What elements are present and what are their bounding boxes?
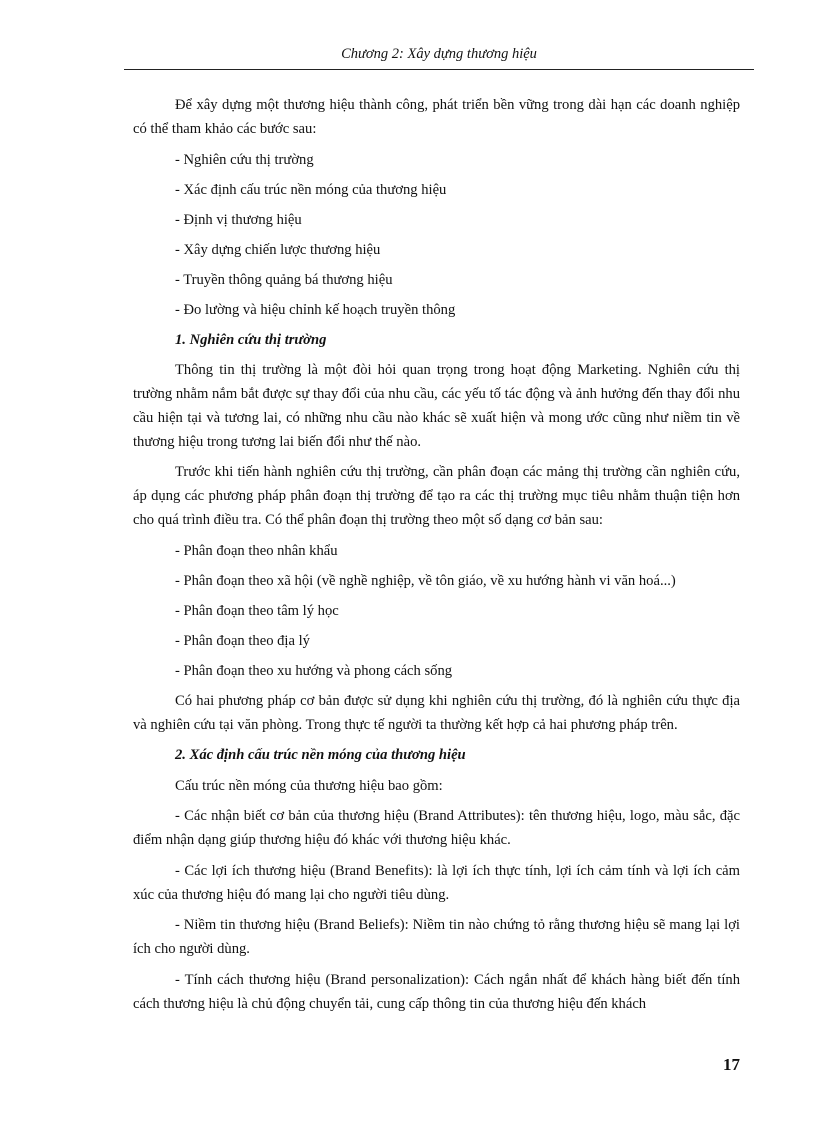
step-item-6: - Đo lường và hiệu chỉnh kế hoạch truyền thông — [175, 301, 456, 318]
segment-item-3: - Phân đoạn theo tâm lý học — [175, 602, 339, 619]
section-1-paragraph-3: Có hai phương pháp cơ bản được sử dụng khi nghiên cứu thị trường, đó là nghiên cứu thực địa và nghiên cứu tại văn phòng. Trong thực tế người ta thường kết hợp cả hai phương pháp trên. — [133, 692, 740, 733]
structure-item-2: - Các lợi ích thương hiệu (Brand Benefits): là lợi ích thực tính, lợi ích cảm tính và lợi ích cảm xúc của thương hiệu đó mang lại cho người tiêu dùng. — [133, 862, 740, 903]
structure-item-1: - Các nhận biết cơ bản của thương hiệu (Brand Attributes): tên thương hiệu, logo, màu sắc, đặc điểm nhận dạng giúp thương hiệu đó khác với thương hiệu khác. — [133, 808, 740, 848]
step-item-5: - Truyền thông quảng bá thương hiệu — [175, 271, 393, 288]
intro-paragraph: Để xây dựng một thương hiệu thành công, phát triển bền vững trong dài hạn các doanh nghiệp có thể tham khảo các bước sau: — [133, 97, 740, 137]
section-1-paragraph-2: Trước khi tiến hành nghiên cứu thị trường, cần phân đoạn các mảng thị trường cần nghiên cứu, áp dụng các phương pháp phân đoạn thị trường để tạo ra các thị trường mục tiêu nhằm thuận tiện hơn cho quá trình điều tra. Có thể phân đoạn thị trường theo một số dạng cơ bản sau: — [133, 464, 740, 529]
section-1-paragraph-1: Thông tin thị trường là một đòi hỏi quan trọng trong hoạt động Marketing. Nghiên cứu thị trường nhằm nắm bắt được sự thay đổi của nhu cầu, các yếu tố tác động và ảnh hưởng đến thay đổi nhu cầu hiện tại và tương lai, có những nhu cầu nào khác sẽ xuất hiện và mong ước cũng như niềm tin về thương hiệu trong tương lai biến đổi như thế nào. — [133, 362, 740, 450]
step-item-1: - Nghiên cứu thị trường — [175, 151, 314, 168]
segment-item-1: - Phân đoạn theo nhân khẩu — [175, 542, 338, 559]
section-2-heading: 2. Xác định cấu trúc nền móng của thương hiệu — [175, 747, 466, 764]
page-body — [133, 94, 740, 1024]
segment-item-5: - Phân đoạn theo xu hướng và phong cách sống — [175, 662, 453, 679]
structure-item-4: - Tính cách thương hiệu (Brand personalization): Cách ngắn nhất để khách hàng biết đến tính cách thương hiệu là chủ động chuyển tải, cung cấp thông tin của thương hiệu đến khách — [133, 971, 740, 1012]
header-rule — [124, 69, 754, 70]
step-item-2: - Xác định cấu trúc nền móng của thương hiệu — [175, 181, 447, 198]
step-item-4: - Xây dựng chiến lược thương hiệu — [175, 241, 381, 258]
section-1-heading: 1. Nghiên cứu thị trường — [175, 331, 327, 348]
segment-item-4: - Phân đoạn theo địa lý — [175, 632, 310, 649]
structure-item-3: - Niềm tin thương hiệu (Brand Beliefs): Niềm tin nào chứng tỏ rằng thương hiệu sẽ mang lại lợi ích cho người dùng. — [133, 917, 740, 958]
step-item-3: - Định vị thương hiệu — [175, 211, 302, 228]
section-2-intro: Cấu trúc nền móng của thương hiệu bao gồm: — [175, 778, 443, 795]
segment-item-2: - Phân đoạn theo xã hội (về nghề nghiệp, về tôn giáo, về xu hướng hành vi văn hoá...) — [175, 572, 676, 589]
running-header: Chương 2: Xây dựng thương hiệu — [341, 46, 537, 62]
page-number: 17 — [723, 1055, 740, 1074]
